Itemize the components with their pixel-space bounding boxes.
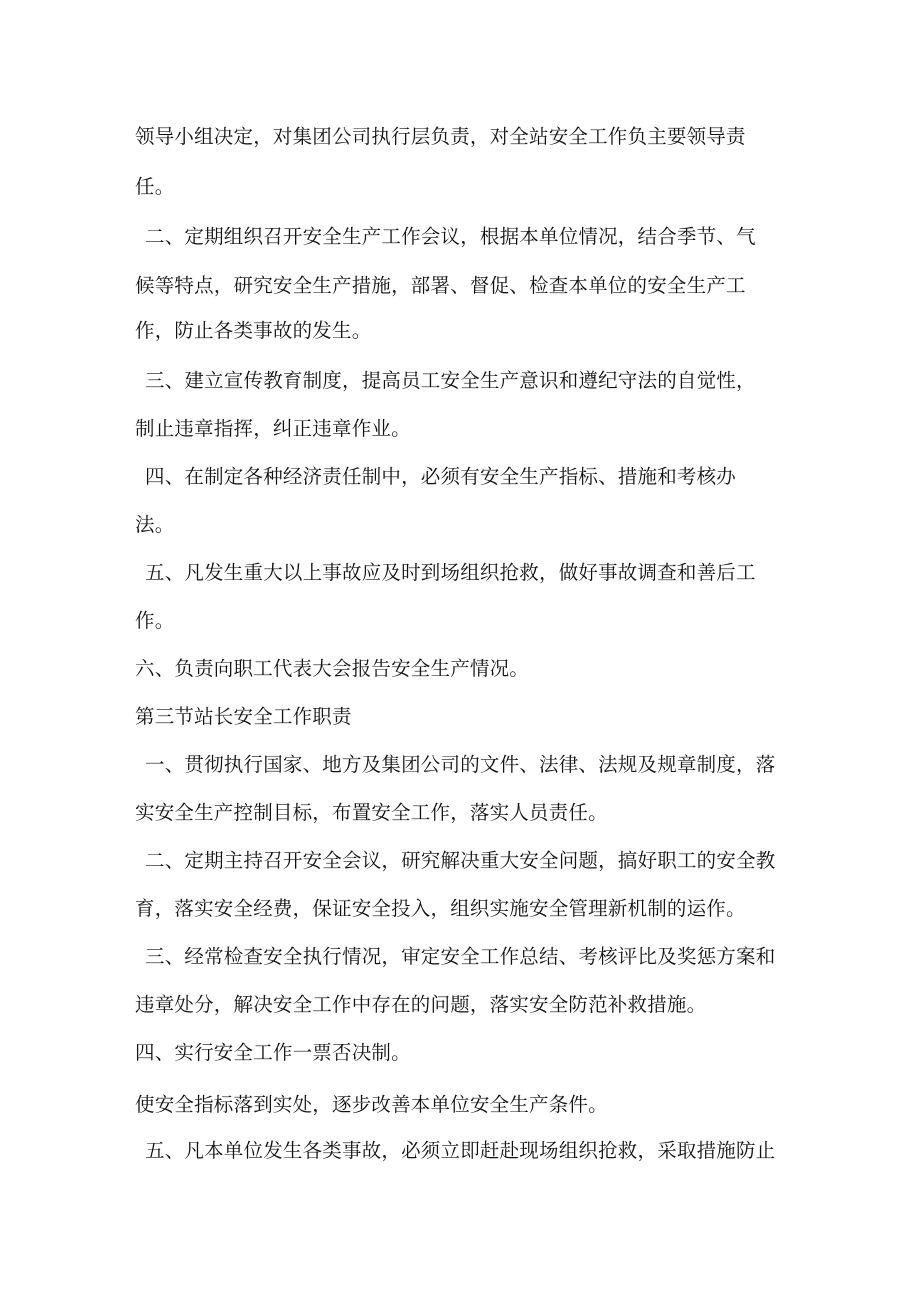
text-line: 四、在制定各种经济责任制中，必须有安全生产指标、措施和考核办 xyxy=(145,465,737,488)
text-line: 三、经常检查安全执行情况，审定安全工作总结、考核评比及奖惩方案和 xyxy=(145,945,776,968)
text-line: 五、凡本单位发生各类事故，必须立即赶赴现场组织抢救，采取措施防止 xyxy=(145,1139,776,1162)
text-line: 育，落实安全经费，保证安全投入，组织实施安全管理新机制的运作。 xyxy=(135,897,746,920)
text-line: 法。 xyxy=(135,513,175,536)
text-line: 使安全指标落到实处，逐步改善本单位安全生产条件。 xyxy=(135,1093,608,1116)
text-line: 作，防止各类事故的发生。 xyxy=(135,319,372,342)
section-heading: 第三节站长安全工作职责 xyxy=(135,705,352,728)
text-line: 二、定期主持召开安全会议，研究解决重大安全问题，搞好职工的安全教 xyxy=(145,849,776,872)
text-line: 六、负责向职工代表大会报告安全生产情况。 xyxy=(135,657,530,680)
text-line: 一、贯彻执行国家、地方及集团公司的文件、法律、法规及规章制度，落 xyxy=(145,753,776,776)
text-line: 任。 xyxy=(135,175,175,198)
text-line: 二、定期组织召开安全生产工作会议，根据本单位情况，结合季节、气 xyxy=(145,225,756,248)
text-line: 实安全生产控制目标，布置安全工作，落实人员责任。 xyxy=(135,801,608,824)
text-line: 违章处分，解决安全工作中存在的问题，落实安全防范补救措施。 xyxy=(135,993,707,1016)
text-line: 领导小组决定，对集团公司执行层负责，对全站安全工作负主要领导责 xyxy=(135,125,746,148)
text-line: 四、实行安全工作一票否决制。 xyxy=(135,1041,411,1064)
text-line: 三、建立宣传教育制度，提高员工安全生产意识和遵纪守法的自觉性， xyxy=(145,369,756,392)
text-line: 制止违章指挥，纠正违章作业。 xyxy=(135,417,411,440)
text-line: 五、凡发生重大以上事故应及时到场组织抢救，做好事故调查和善后工 xyxy=(145,561,756,584)
text-line: 作。 xyxy=(135,609,175,632)
text-line: 候等特点，研究安全生产措施，部署、督促、检查本单位的安全生产工 xyxy=(135,274,746,297)
